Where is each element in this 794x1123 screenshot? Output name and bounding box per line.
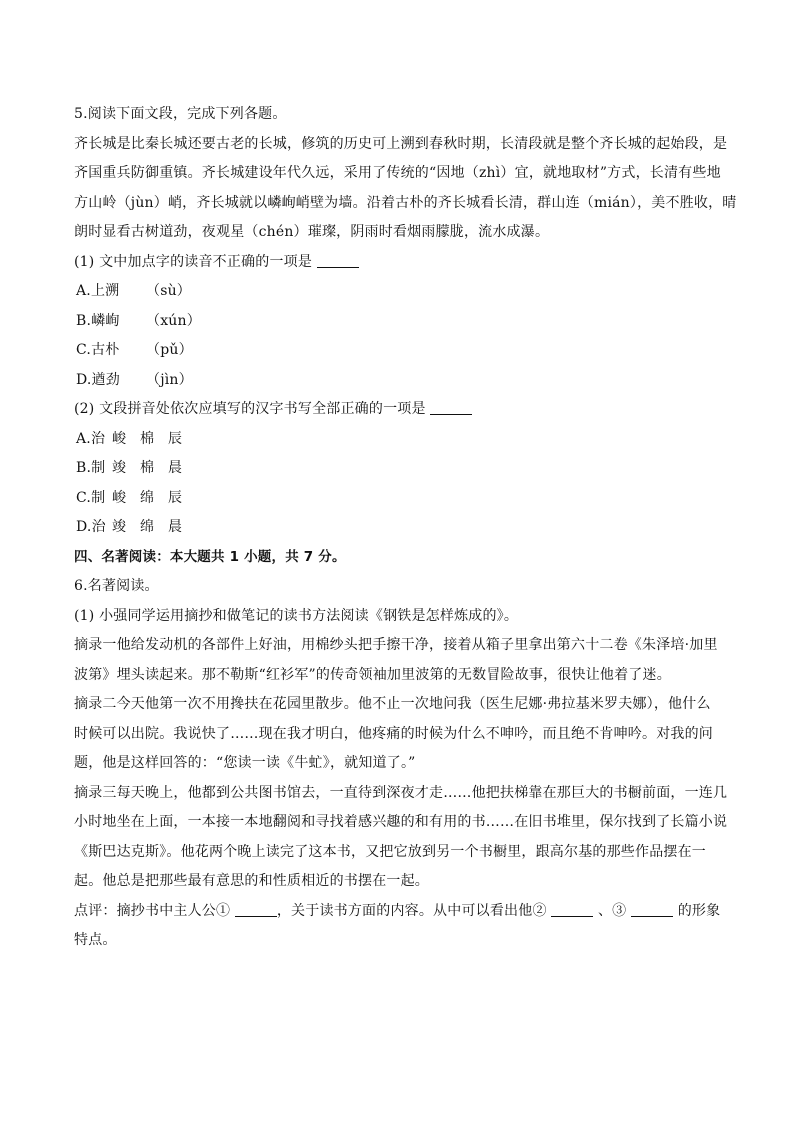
option-char: D.治	[76, 519, 106, 535]
option-char: 棉	[140, 460, 155, 476]
option-label: B.嶙峋	[76, 312, 120, 329]
excerpt-3-line: 摘录三每天晚上，他都到公共图书馆去，一直待到深夜才走……他把扶梯靠在那巨大的书橱前面，一连几	[74, 784, 728, 801]
excerpt-1-line: 摘录一他给发动机的各部件上好油，用棉纱头把手擦干净，接着从箱子里拿出第六十二卷《朱泽培·加里	[74, 637, 718, 653]
option-char: B.制	[76, 460, 106, 476]
option-c	[74, 484, 730, 514]
option-pinyin: （jìn）	[146, 371, 193, 388]
answer-blank	[317, 253, 359, 268]
comment-text: 、③	[597, 902, 627, 919]
option-char: 竣	[112, 519, 127, 535]
passage-line: 齐国重兵防御重镇。齐长城建设年代久远，采用了传统的“因地（zhì）宜，就地取材”方式，长清有些地	[74, 165, 721, 181]
answer-blank	[430, 400, 472, 415]
option-d	[74, 513, 730, 543]
option-char: 峻	[112, 430, 127, 447]
question-5-title: 5.阅读下面文段，完成下列各题。	[74, 106, 287, 122]
excerpt-3-line: 起。他总是把那些最有意思的和性质相近的书摆在一起。	[74, 873, 429, 889]
excerpt-3-line: 小时地坐在上面，一本接一本地翻阅和寻找着感兴趣的和有用的书……在旧书堆里，保尔找到了长篇小说	[74, 814, 728, 830]
option-pinyin: （sù）	[146, 283, 192, 299]
option-char: 晨	[168, 519, 183, 535]
option-char: 晨	[168, 460, 183, 476]
answer-blank-1	[235, 902, 277, 917]
option-label: A.上溯	[76, 283, 120, 299]
option-char: C.制	[76, 489, 106, 506]
option-b	[74, 307, 730, 337]
excerpt-2-line: 题，他是这样回答的：“您读一读《牛虻》，就知道了。”	[74, 755, 416, 771]
option-a	[74, 277, 730, 307]
excerpt-1-line: 波第》埋头读起来。那不勒斯“红衫军”的传奇领袖加里波第的无数冒险故事，很快让他着了迷。	[74, 666, 671, 683]
option-c	[74, 336, 730, 366]
option-d	[74, 366, 730, 396]
excerpt-2-line: 摘录二今天他第一次不用搀扶在花园里散步。他不止一次地问我（医生尼娜·弗拉基米罗夫娜），他什么	[74, 696, 711, 712]
section-4-heading: 四、名著阅读：本大题共 1 小题，共 7 分。	[74, 548, 346, 565]
option-a	[74, 425, 730, 455]
comment-text: ，关于读书方面的内容。从中可以看出他②	[276, 902, 547, 919]
option-label: C.古朴	[76, 342, 120, 358]
passage-line: 齐长城是比秦长城还要古老的长城，修筑的历史可上溯到春秋时期，长清段就是整个齐长城的起始段，是	[74, 135, 728, 152]
option-char: 辰	[168, 430, 183, 447]
option-char: 绵	[140, 519, 155, 535]
answer-blank-3	[631, 902, 673, 917]
option-char: 辰	[168, 489, 183, 506]
document-page	[74, 100, 737, 956]
question-6-title: 6.名著阅读。	[74, 578, 159, 594]
passage-line: 方山岭（jùn）峭，齐长城就以嶙峋峭壁为墙。沿着古朴的齐长城看长清，群山连（mián），美不胜收，晴	[74, 194, 737, 211]
option-char: 棉	[140, 430, 155, 447]
option-char: A.治	[76, 430, 106, 447]
answer-blank-2	[551, 902, 593, 917]
option-pinyin: （pǔ）	[146, 342, 193, 358]
comment-line	[74, 897, 730, 927]
comment-text: 的形象	[677, 902, 721, 919]
sub-question-1	[74, 248, 730, 278]
question-6-sub-1: (1) 小强同学运用摘抄和做笔记的读书方法阅读《钢铁是怎样炼成的》。	[74, 607, 519, 624]
option-char: 竣	[112, 460, 127, 476]
comment-line-2: 特点。	[74, 932, 117, 948]
excerpt-3-line: 《斯巴达克斯》。他花两个晚上读完了这本书，又把它放到另一个书橱里，跟高尔基的那些作品摆在一	[74, 843, 706, 860]
sub-question-2	[74, 395, 730, 425]
option-pinyin: （xún）	[146, 312, 201, 329]
comment-text: 点评：摘抄书中主人公①	[74, 902, 231, 919]
option-b	[74, 454, 730, 484]
passage-line: 朗时显看古树道劲，夜观星（chén）璀璨，阴雨时看烟雨朦胧，流水成瀑。	[74, 224, 550, 240]
option-label: D.遒劲	[76, 371, 120, 388]
excerpt-2-line: 时候可以出院。我说快了……现在我才明白，他疼痛的时候为什么不呻吟，而且绝不肯呻吟。对我的问	[74, 725, 713, 742]
sub-question-2-stem: (2) 文段拼音处依次应填写的汉字书写全部正确的一项是	[74, 401, 426, 417]
option-char: 峻	[112, 489, 127, 506]
sub-question-1-stem: (1) 文中加点字的读音不正确的一项是	[74, 253, 313, 270]
option-char: 绵	[140, 489, 155, 506]
